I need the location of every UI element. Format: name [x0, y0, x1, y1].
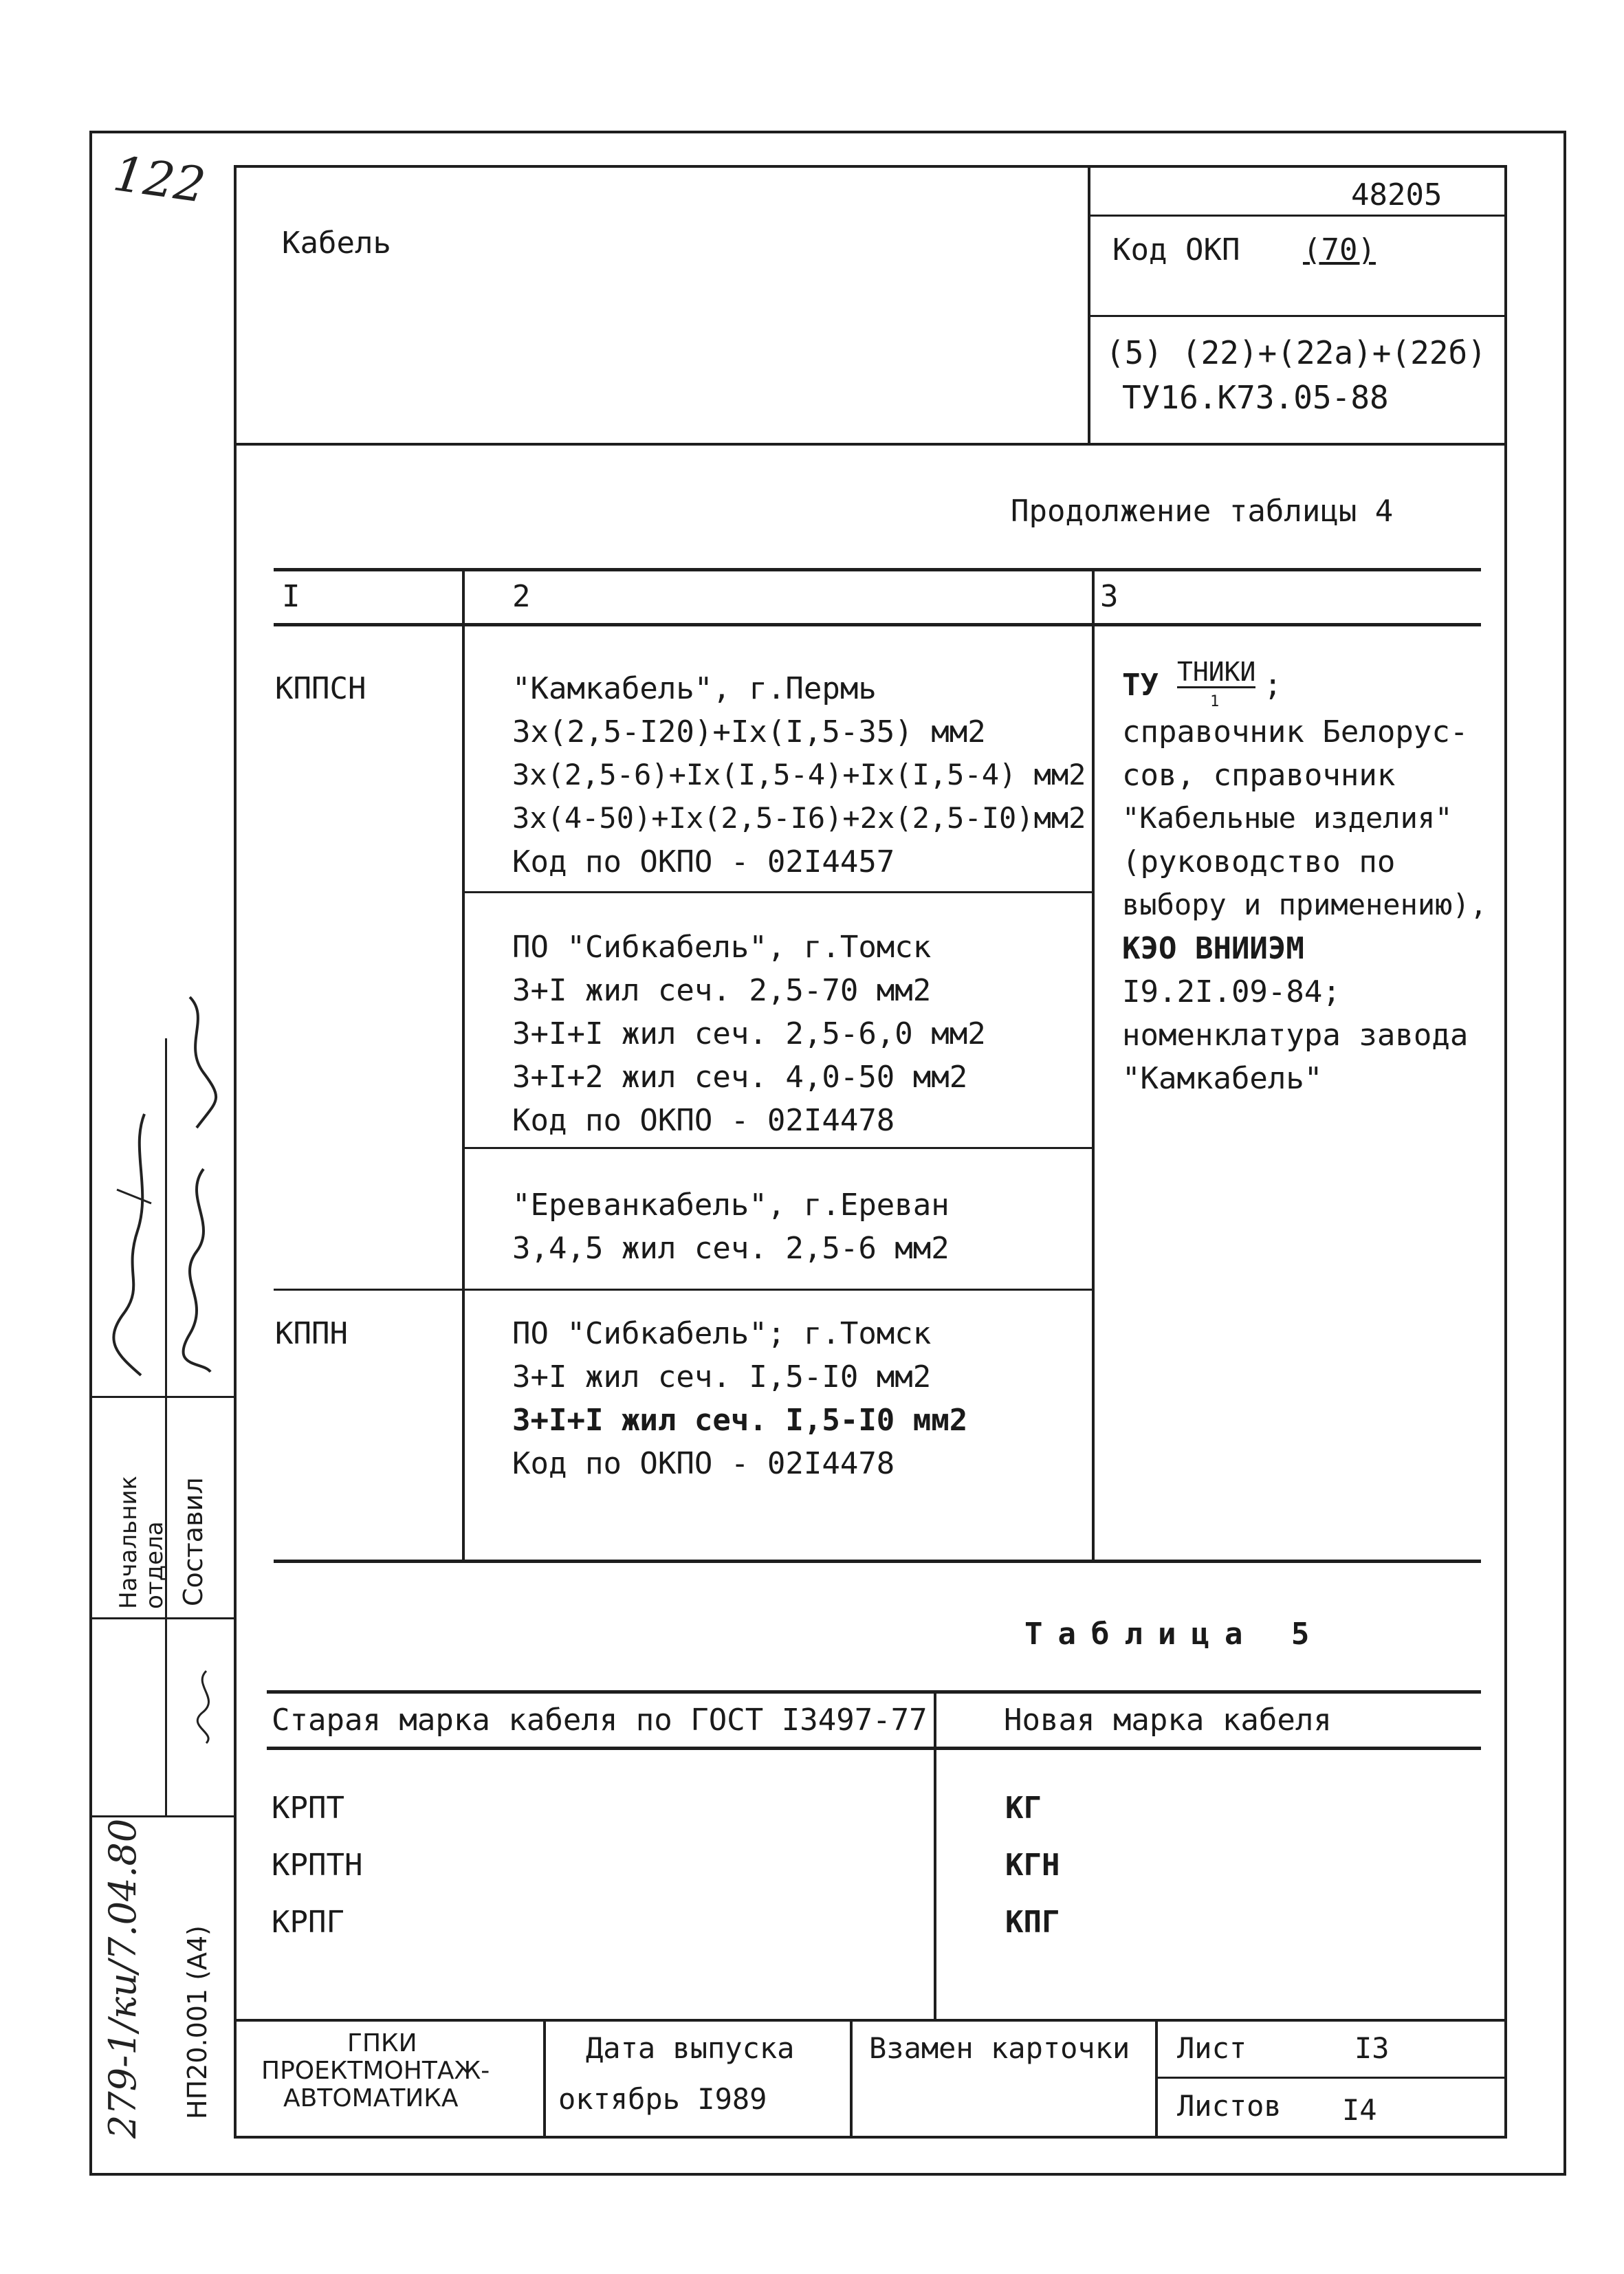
table4-source-line3: "Кабельные изделия": [1122, 801, 1453, 835]
table5-row3-new: КПГ: [1005, 1905, 1060, 1940]
footer-divider-2: [850, 2019, 853, 2139]
table5-top-line: [267, 1690, 1481, 1694]
header-bottom-line: [234, 443, 1507, 446]
table4-row1-block3-line2: 3,4,5 жил сеч. 2,5-6 мм2: [512, 1231, 950, 1266]
main-frame-right: [1504, 165, 1507, 2139]
table4-block-divider-1: [462, 891, 1093, 893]
table4-col-header-2: 2: [512, 579, 531, 614]
table4-col-divider-1: [462, 568, 465, 1561]
table4-row2-line2: 3+I жил сеч. I,5-I0 мм2: [512, 1359, 932, 1395]
table4-row1-block1-line1: "Камкабель", г.Пермь: [512, 671, 877, 706]
table4-row1-block2-line2: 3+I жил сеч. 2,5-70 мм2: [512, 973, 932, 1008]
table5-row2-old: КРПТН: [272, 1848, 363, 1883]
outer-frame-right: [1563, 131, 1566, 2176]
footer-sheet-value: I3: [1354, 2031, 1390, 2065]
table4-source-line2: сов, справочник: [1122, 758, 1396, 793]
table4-row2-line1: ПО "Сибкабель"; г.Томск: [512, 1316, 932, 1351]
table4-row1-block1-line2: 3х(2,5-I20)+Iх(I,5-35) мм2: [512, 714, 986, 750]
table4-source-line7: I9.2I.09-84;: [1122, 974, 1341, 1009]
footer-sheet-label: Лист: [1177, 2031, 1247, 2065]
table4-row1-block2-line5: Код по ОКПО - 02I4478: [512, 1103, 895, 1138]
table4-caption: Продолжение таблицы 4: [1011, 494, 1394, 529]
table4-source-line9: "Камкабель": [1122, 1061, 1323, 1096]
table4-source-tu-tail: ;: [1264, 668, 1282, 703]
side-line-1: [92, 1396, 234, 1398]
table4-source-tu-frac-top: ТНИКИ: [1177, 657, 1256, 687]
page-number-handwritten: 122: [109, 145, 209, 214]
table4-row1-mark: КППСН: [275, 671, 366, 706]
table4-row1-block1-line3: 3х(2,5-6)+Iх(I,5-4)+Iх(I,5-4) мм2: [512, 758, 1086, 791]
table4-col-header-3: 3: [1100, 579, 1119, 614]
table4-row1-block3-line1: "Ереванкабель", г.Ереван: [512, 1188, 950, 1223]
footer-org-line3: АВТОМАТИКА: [283, 2084, 459, 2112]
header-divider: [1088, 165, 1090, 444]
header-right-line-1: [1088, 215, 1507, 217]
table5-row2-new: КГН: [1005, 1848, 1060, 1883]
table4-row1-block1-line4: 3х(4-50)+Iх(2,5-I6)+2х(2,5-I0)мм2: [512, 801, 1086, 835]
signature-composer: [169, 990, 231, 1375]
outer-frame-left: [89, 131, 92, 2176]
main-frame-bottom: [234, 2136, 1507, 2139]
footer-org-line1: ГПКИ: [347, 2029, 417, 2057]
okp-label: Код ОКП: [1112, 232, 1240, 267]
table4-block-divider-2: [462, 1147, 1093, 1149]
table4-row-divider: [274, 1289, 1093, 1291]
header-right-line-2: [1088, 315, 1507, 317]
table4-header-line: [274, 623, 1481, 626]
side-head-label: Начальник отдела: [115, 1476, 168, 1609]
table4-source-line1: справочник Белорус-: [1122, 714, 1469, 750]
side-line-3: [92, 1815, 234, 1817]
side-composed-label: Составил: [178, 1477, 208, 1606]
table4-row1-block1-line5: Код по ОКПО - 02I4457: [512, 844, 895, 879]
table4-row2-line3: 3+I+I жил сеч. I,5-I0 мм2: [512, 1403, 968, 1438]
okp-value: (70): [1303, 232, 1376, 267]
side-doc-code: НП20.001 (А4): [182, 1925, 212, 2119]
table4-row1-block2-line4: 3+I+2 жил сеч. 4,0-50 мм2: [512, 1060, 968, 1095]
footer-sheet-line: [1155, 2077, 1507, 2079]
footer-date-label: Дата выпуска: [586, 2031, 795, 2065]
footer-org-line2: ПРОЕКТМОНТАЖ-: [261, 2057, 490, 2085]
footer-sheets-label: Листов: [1177, 2089, 1282, 2123]
outer-frame-top: [89, 131, 1566, 133]
table4-row2-mark: КППН: [275, 1316, 348, 1351]
footer-divider-3: [1155, 2019, 1158, 2139]
table5-col-divider: [934, 1690, 936, 2020]
main-frame-top: [234, 165, 1507, 168]
header-title: Кабель: [282, 226, 391, 261]
footer-divider-1: [543, 2019, 546, 2139]
table4-col-divider-2: [1092, 568, 1095, 1561]
footer-sheets-value: I4: [1342, 2093, 1377, 2127]
table5-row1-old: КРПТ: [272, 1791, 344, 1826]
table4-source-line8: номенклатура завода: [1122, 1018, 1469, 1053]
side-line-2: [92, 1617, 234, 1619]
header-number: 48205: [1351, 177, 1442, 212]
table4-source-tu-word: ТУ: [1122, 668, 1159, 703]
signature-small: [186, 1664, 227, 1747]
table4-row1-block2-line1: ПО "Сибкабель", г.Томск: [512, 930, 932, 965]
footer-date-value: октябрь I989: [558, 2082, 767, 2116]
main-frame-left: [234, 165, 237, 2139]
table5-row3-old: КРПГ: [272, 1905, 344, 1940]
signature-head: [103, 1107, 165, 1382]
table5-col-header-new: Новая марка кабеля: [1004, 1703, 1332, 1738]
table5-row1-new: КГ: [1005, 1791, 1042, 1826]
outer-frame-bottom: [89, 2173, 1566, 2176]
table4-top-line: [274, 568, 1481, 571]
table5-col-header-old: Старая марка кабеля по ГОСТ I3497-77: [272, 1703, 928, 1738]
table5-caption: Таблица 5: [1024, 1617, 1325, 1652]
table4-source-line4: (руководство по: [1122, 844, 1396, 879]
header-groups: (5) (22)+(22а)+(22б): [1106, 334, 1486, 371]
table4-col-header-1: I: [282, 579, 300, 614]
table4-source-tu-frac-bottom: 1: [1210, 693, 1220, 710]
table4-source-line6: КЭО ВНИИЭМ: [1122, 931, 1304, 966]
table4-source-line5: выбору и применению),: [1122, 888, 1488, 921]
table4-row2-line4: Код по ОКПО - 02I4478: [512, 1446, 895, 1481]
side-handwritten-number: 279-1/ки/7.04.80: [101, 1818, 144, 2139]
table4-bottom-line: [274, 1560, 1481, 1563]
table4-row1-block2-line3: 3+I+I жил сеч. 2,5-6,0 мм2: [512, 1016, 986, 1051]
table5-header-line: [267, 1747, 1481, 1750]
footer-replace-label: Взамен карточки: [869, 2031, 1130, 2065]
footer-top-line: [234, 2019, 1507, 2022]
header-tu: ТУ16.К73.05-88: [1122, 379, 1389, 416]
